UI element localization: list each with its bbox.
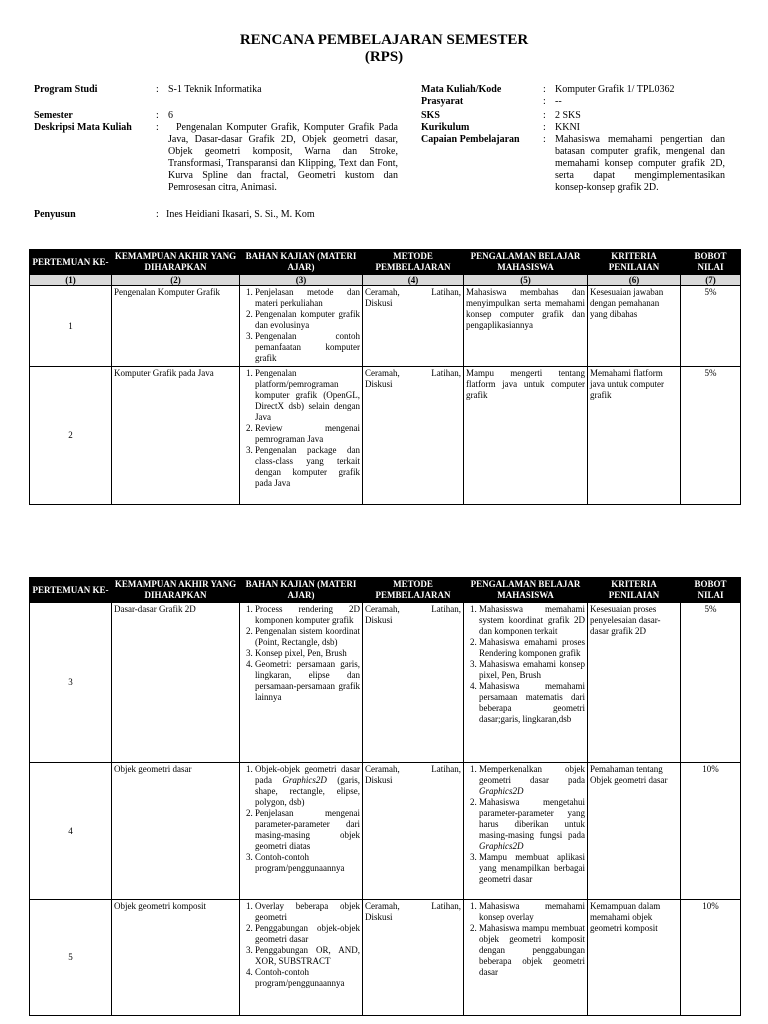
value-prasyarat: --	[555, 96, 562, 107]
colon: :	[156, 122, 159, 133]
table-row	[30, 286, 741, 367]
label-program-studi: Program Studi	[34, 84, 98, 95]
header-kemampuan: KEMAMPUAN AKHIR YANG DIHARAPKAN	[112, 250, 240, 275]
value-program-studi: S-1 Teknik Informatika	[168, 84, 262, 95]
colon: :	[543, 134, 546, 145]
kriteria-cell: Kesesuaian proses penyelesaian dasar-dasar grafik 2D	[588, 603, 681, 763]
colon: :	[156, 209, 159, 220]
bahan-item: 3. Konsep pixel, Pen, Brush	[255, 648, 360, 659]
document-title: RENCANA PEMBELAJARAN SEMESTER	[239, 32, 529, 48]
value-penyusun: Ines Heidiani Ikasari, S. Si., M. Kom	[166, 209, 315, 220]
header-bahan: BAHAN KAJIAN (MATERI AJAR)	[240, 578, 363, 603]
label-mata-kuliah: Mata Kuliah/Kode	[421, 84, 502, 95]
bobot-cell: 5%	[681, 286, 741, 367]
bahan-item: 4. Geometri: persamaan garis, lingkaran, elipse dan persamaan-persamaan grafik lainnya	[255, 659, 360, 703]
kemampuan-cell: Objek geometri komposit	[112, 900, 240, 1016]
bahan-item: 4. Contoh-contoh program/penggunaannya	[255, 967, 360, 989]
header-pertemuan: PERTEMUAN KE-	[30, 250, 112, 275]
pengalaman-cell: Mampu mengerti tentang flatform java untuk computer grafik	[464, 367, 588, 505]
label-capaian: Capaian Pembelajaran	[421, 134, 520, 145]
column-number: (5)	[464, 275, 588, 286]
colon: :	[543, 122, 546, 133]
rps-table-2	[29, 577, 741, 1016]
bahan-cell	[240, 367, 363, 505]
value-sks: 2 SKS	[555, 110, 581, 121]
value-mata-kuliah: Komputer Grafik 1/ TPL0362	[555, 84, 675, 95]
metode-cell: Ceramah, Latihan, Diskusi	[363, 603, 464, 763]
kemampuan-cell: Komputer Grafik pada Java	[112, 367, 240, 505]
colon: :	[543, 84, 546, 95]
metode-cell: Ceramah, Latihan, Diskusi	[363, 367, 464, 505]
header-pengalaman: PENGALAMAN BELAJAR MAHASISWA	[464, 578, 588, 603]
header-kriteria: KRITERIA PENILAIAN	[588, 578, 681, 603]
kriteria-cell: Memahami flatform java untuk computer grafik	[588, 367, 681, 505]
table-row	[30, 900, 741, 1016]
bahan-item: 3. Pengenalan contoh pemanfaatan komputer grafik	[255, 331, 360, 364]
pengalaman-item: 1. Mahasisswa memahami system koordinat grafik 2D dan komponen terkait	[479, 604, 585, 637]
bobot-cell: 5%	[681, 367, 741, 505]
pengalaman-item: 3. Mahasiswa emahami konsep pixel, Pen, Brush	[479, 659, 585, 681]
bahan-item: 3. Pengenalan package dan class-class yang terkait dengan komputer grafik pada Java	[255, 445, 360, 489]
kemampuan-cell: Pengenalan Komputer Grafik	[112, 286, 240, 367]
column-number: (3)	[240, 275, 363, 286]
column-number-row	[30, 275, 741, 286]
header-metode: METODE PEMBELAJARAN	[363, 578, 464, 603]
rps-table-1	[29, 249, 741, 505]
header-metode: METODE PEMBELAJARAN	[363, 250, 464, 275]
label-kurikulum: Kurikulum	[421, 122, 470, 133]
pengalaman-cell	[464, 763, 588, 900]
bobot-cell: 10%	[681, 763, 741, 900]
header-bobot: BOBOT NILAI	[681, 250, 741, 275]
bahan-item: 2. Pengenalan sistem koordinat (Point, Rectangle, dsb)	[255, 626, 360, 648]
column-number: (1)	[30, 275, 112, 286]
colon: :	[543, 110, 546, 121]
table-header-row	[30, 250, 741, 275]
bahan-item: 2. Penjelasan mengenai parameter-parameter dari masing-masing objek geometri diatas	[255, 808, 360, 852]
pengalaman-item: 1. Memperkenalkan objek geometri dasar pada Graphics2D	[479, 764, 585, 797]
column-number: (4)	[363, 275, 464, 286]
colon: :	[156, 84, 159, 95]
bahan-item: 3. Contoh-contoh program/penggunaannya	[255, 852, 360, 874]
metode-cell: Ceramah, Latihan, Diskusi	[363, 763, 464, 900]
metode-cell: Ceramah, Latihan, Diskusi	[363, 900, 464, 1016]
table-row	[30, 763, 741, 900]
bahan-item: 1. Pengenalan platform/pemrograman komputer grafik (OpenGL, DirectX dsb) selain dengan Java	[255, 368, 360, 423]
header-pengalaman: PENGALAMAN BELAJAR MAHASISWA	[464, 250, 588, 275]
pengalaman-item: 2. Mahasiswa mampu membuat objek geometri komposit dengan penggabungan beberapa objek geometri dasar	[479, 923, 585, 978]
metode-cell: Ceramah, Latihan, Diskusi	[363, 286, 464, 367]
bahan-item: 1. Overlay beberapa objek geometri	[255, 901, 360, 923]
kriteria-cell: Kesesuaian jawaban dengan pemahanan yang dibahas	[588, 286, 681, 367]
pengalaman-item: 4. Mahasiswa memahami persamaan matematis dari beberapa geometri dasar;garis, lingkaran,dsb	[479, 681, 585, 725]
kriteria-cell: Kemampuan dalam memahami objek geometri komposit	[588, 900, 681, 1016]
kemampuan-cell: Dasar-dasar Grafik 2D	[112, 603, 240, 763]
pengalaman-cell	[464, 603, 588, 763]
kriteria-cell: Pemahaman tentang Objek geometri dasar	[588, 763, 681, 900]
header-kriteria: KRITERIA PENILAIAN	[588, 250, 681, 275]
bahan-cell	[240, 900, 363, 1016]
pengalaman-item: 1. Mahasiswa memahami konsep overlay	[479, 901, 585, 923]
table-row	[30, 367, 741, 505]
value-kurikulum: KKNI	[555, 122, 580, 133]
pengalaman-item: 2. Mahasiswa emahami proses Rendering komponen grafik	[479, 637, 585, 659]
bahan-item: 2. Pengenalan komputer grafik dan evolusinya	[255, 309, 360, 331]
column-number: (7)	[681, 275, 741, 286]
kemampuan-cell: Objek geometri dasar	[112, 763, 240, 900]
pengalaman-item: 3. Mampu membuat aplikasi yang menampilkan berbagai geometri dasar	[479, 852, 585, 885]
bobot-cell: 10%	[681, 900, 741, 1016]
value-deskripsi: Pengenalan Komputer Grafik, Komputer Grafik Pada Java, Dasar-dasar Grafik 2D, Objek geometri dasar, Objek geometri komposit, Warna dan Stroke, Transformasi, Transparansi dan Klipping, Text dan Font, Kurva Spline dan fractal, Geometri kustom dan Pemrosesan citra, Animasi.	[168, 122, 398, 193]
bahan-item: 2. Penggabungan objek-objek geometri dasar	[255, 923, 360, 945]
bahan-item: 1. Process rendering 2D komponen komputer grafik	[255, 604, 360, 626]
bahan-cell	[240, 603, 363, 763]
document-subtitle: (RPS)	[364, 49, 404, 65]
colon: :	[543, 96, 546, 107]
table-row	[30, 603, 741, 763]
pengalaman-cell: Mahasiswa membahas dan menyimpulkan serta memahami konsep computer grafik dan pengaplikasiannya	[464, 286, 588, 367]
bahan-item: 3. Penggabungan OR, AND, XOR, SUBSTRACT	[255, 945, 360, 967]
header-bahan: BAHAN KAJIAN (MATERI AJAR)	[240, 250, 363, 275]
label-semester: Semester	[34, 110, 73, 121]
pertemuan-number: 2	[30, 367, 112, 505]
bahan-item: 1. Penjelasan metode dan materi perkuliahan	[255, 287, 360, 309]
column-number: (6)	[588, 275, 681, 286]
label-prasyarat: Prasyarat	[421, 96, 464, 107]
value-semester: 6	[168, 110, 173, 121]
pertemuan-number: 5	[30, 900, 112, 1016]
column-number: (2)	[112, 275, 240, 286]
bahan-cell	[240, 286, 363, 367]
table-header-row	[30, 578, 741, 603]
header-pertemuan: PERTEMUAN KE-	[30, 578, 112, 603]
pertemuan-number: 3	[30, 603, 112, 763]
bahan-item: 2. Review mengenai pemrograman Java	[255, 423, 360, 445]
label-penyusun: Penyusun	[34, 209, 76, 220]
pertemuan-number: 1	[30, 286, 112, 367]
label-deskripsi: Deskripsi Mata Kuliah	[34, 122, 132, 133]
bahan-cell	[240, 763, 363, 900]
colon: :	[156, 110, 159, 121]
pengalaman-item: 2. Mahasiswa mengetahui parameter-parameter yang harus diberikan untuk masing-masing fungsi pada Graphics2D	[479, 797, 585, 852]
header-kemampuan: KEMAMPUAN AKHIR YANG DIHARAPKAN	[112, 578, 240, 603]
pertemuan-number: 4	[30, 763, 112, 900]
bobot-cell: 5%	[681, 603, 741, 763]
bahan-item: 1. Objek-objek geometri dasar pada Graphics2D (garis, shape, rectangle, elipse, polygon, dsb)	[255, 764, 360, 808]
pengalaman-cell	[464, 900, 588, 1016]
value-capaian: Mahasiswa memahami pengertian dan batasan computer grafik, mengenal dan memahami konsep computer grafik 2D, serta dapat mengimplementasikan konsep-konsep grafik 2D.	[555, 134, 725, 193]
header-bobot: BOBOT NILAI	[681, 578, 741, 603]
label-sks: SKS	[421, 110, 440, 121]
